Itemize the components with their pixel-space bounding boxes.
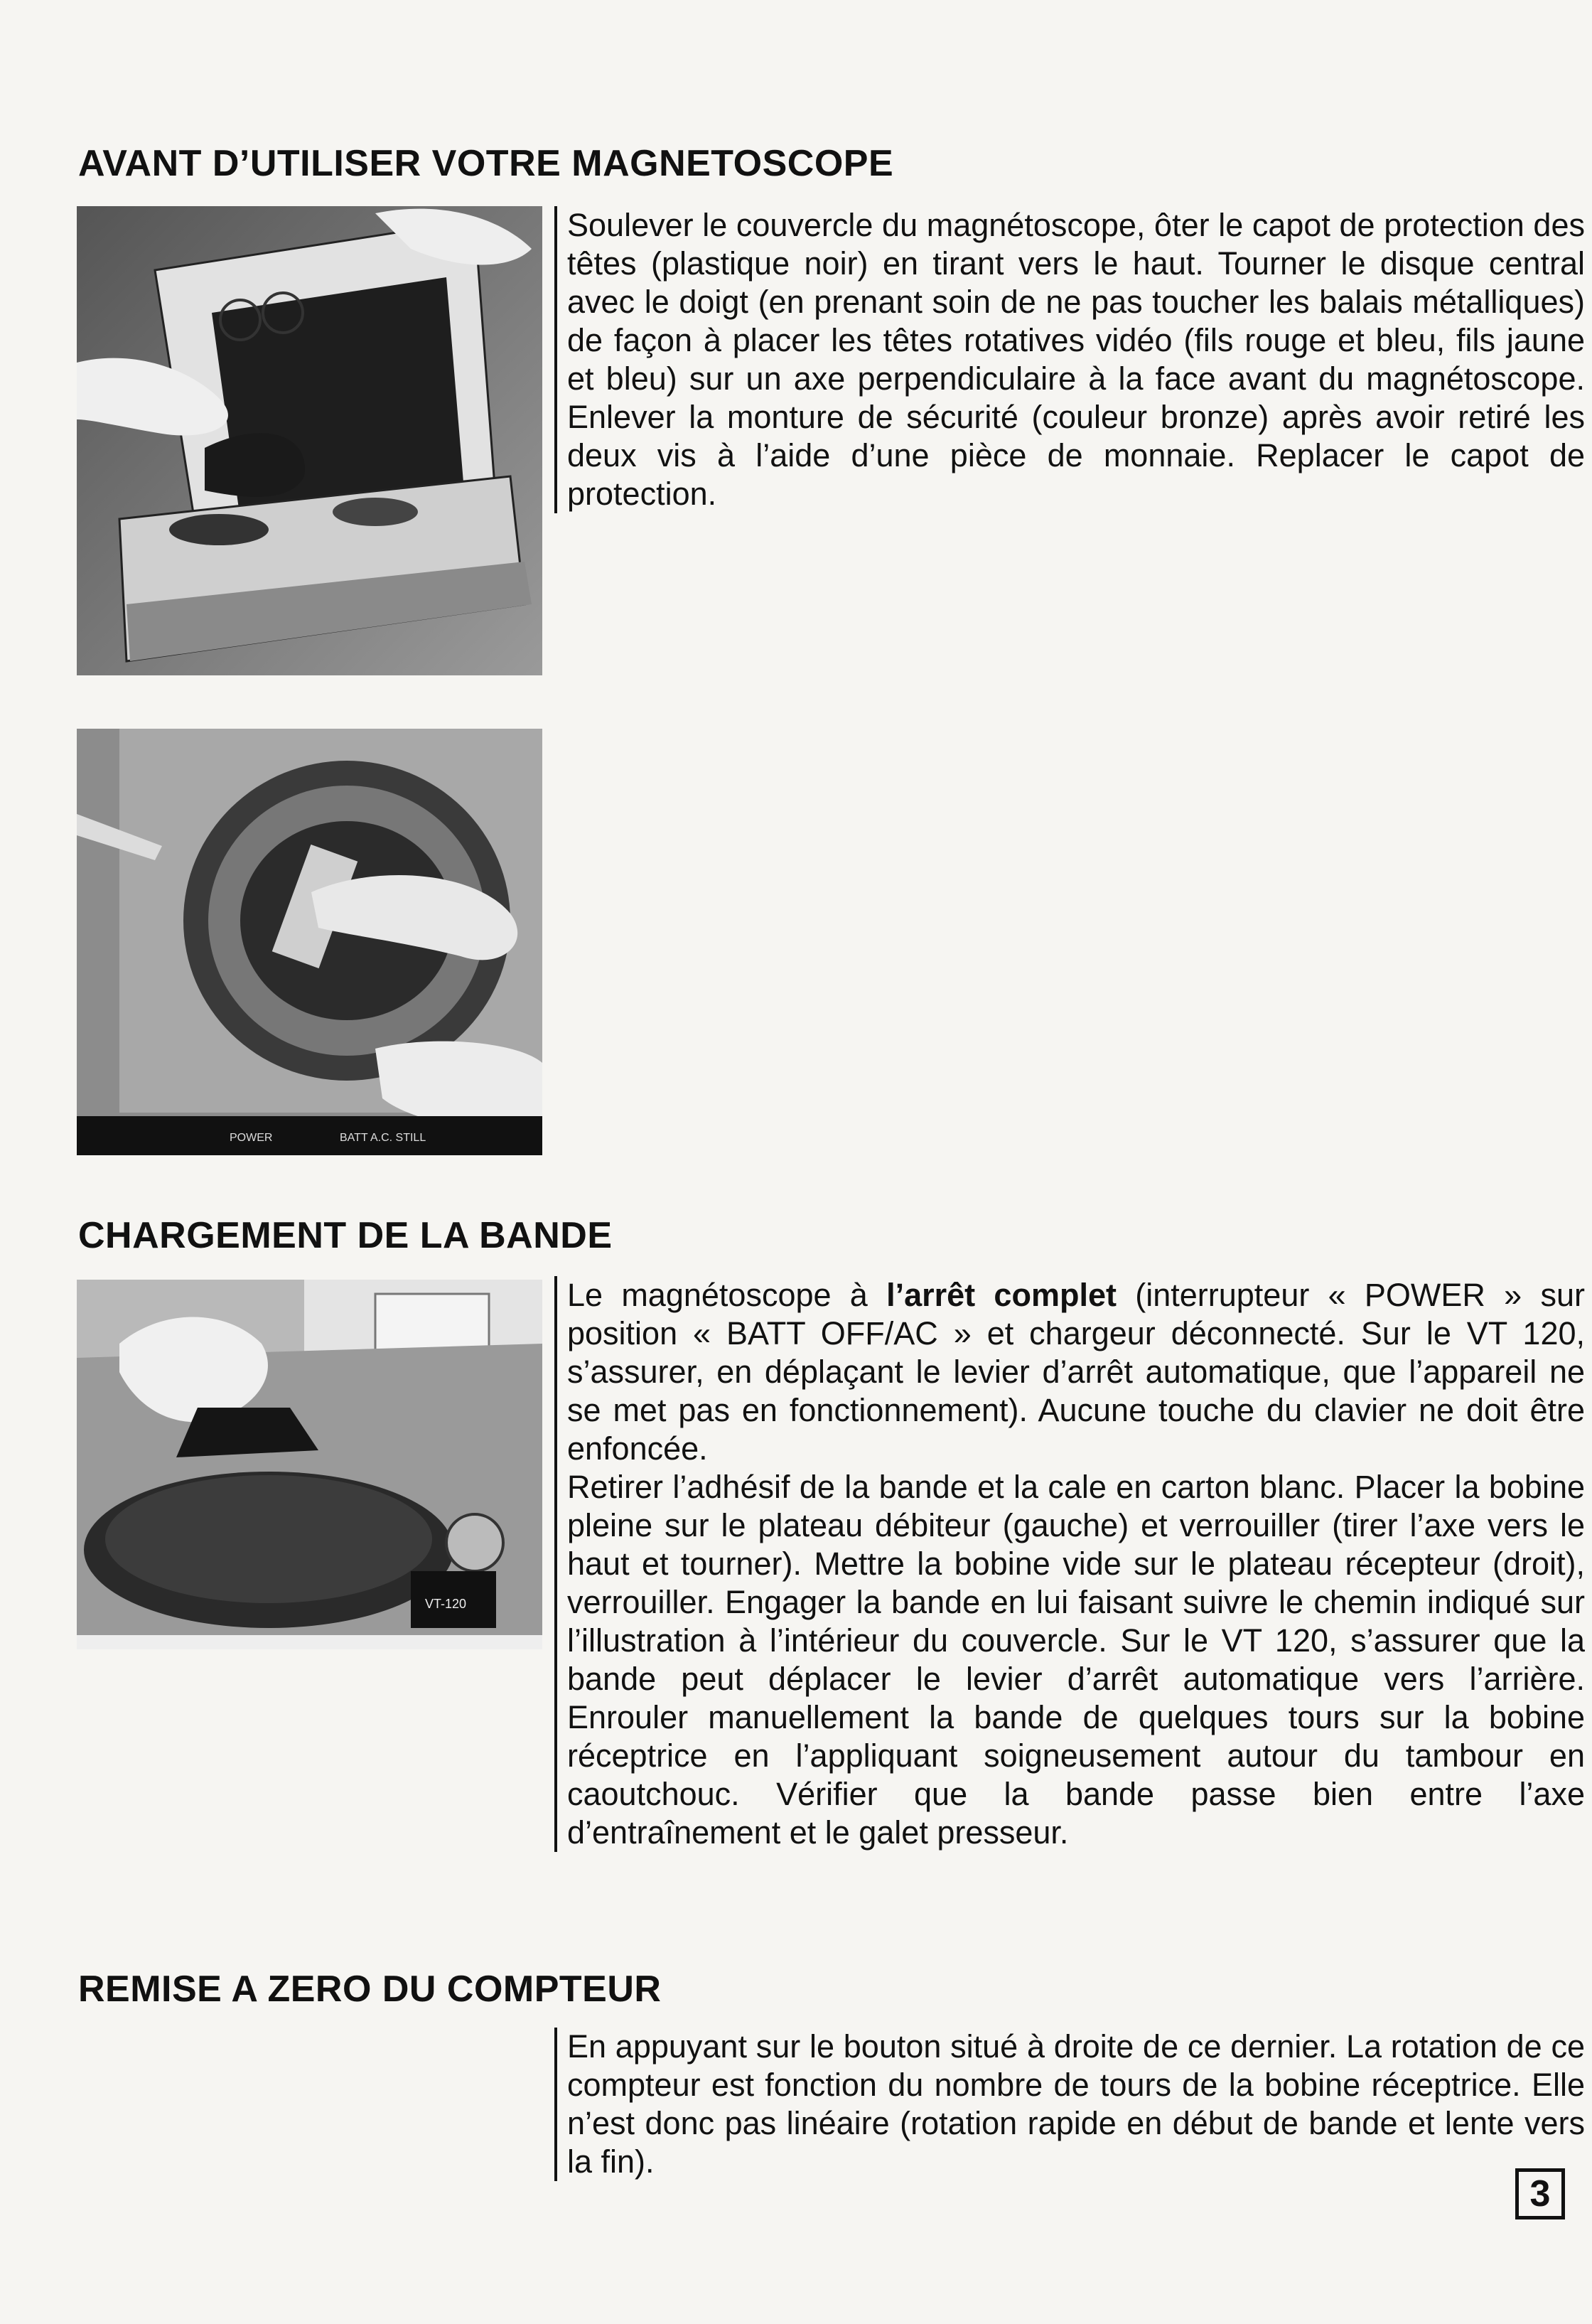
section-heading-chargement: CHARGEMENT DE LA BANDE <box>78 1215 613 1256</box>
paragraph: Soulever le couvercle du magnétoscope, ôter le capot de protection des têtes (plastique noir) en tirant vers le haut. Tourner le disque central avec le doigt (en prenant soin de ne pas toucher les balais métalliques) de façon à placer les têtes rotatives vidéo (fils rouge et bleu, fils jaune et bleu) sur un axe perpendiculaire à la face avant du magnétoscope. Enlever la monture de sécurité (couleur bronze) après avoir retiré les deux vis à l’aide d’une pièce de monnaie. Replacer le capot de protection. <box>567 207 1585 512</box>
label-power: POWER <box>230 1132 273 1144</box>
photo-head-drum <box>77 729 542 1155</box>
text-block-avant <box>554 206 1585 513</box>
paragraph-1-start: Le magnétoscope à <box>567 1277 887 1313</box>
paragraph-1-end: (interrupteur « POWER » sur position « BATT OFF/AC » et chargeur déconnecté. Sur le VT 120, s’assurer, en déplaçant le levier d’arrêt automatique, que l’appareil ne se met pas en fonctionnement). Aucune touche du clavier ne doit être enfoncée. <box>567 1277 1585 1467</box>
text-block-chargement <box>554 1276 1585 1852</box>
label-batt-ac-still: BATT A.C. STILL <box>340 1132 426 1144</box>
page-number: 3 <box>1515 2168 1565 2219</box>
emphasis-arret-complet: l’arrêt complet <box>886 1277 1117 1313</box>
photo-recorder-open-lid <box>77 206 542 675</box>
paragraph-1 <box>567 1276 1585 1468</box>
photo-tape-loading <box>77 1280 542 1649</box>
section-heading-remise-zero: REMISE A ZERO DU COMPTEUR <box>78 1969 662 2010</box>
section-heading-avant: AVANT D’UTILISER VOTRE MAGNETOSCOPE <box>78 143 894 184</box>
text-block-remise-zero <box>554 2028 1585 2181</box>
paragraph-2: Retirer l’adhésif de la bande et la cale en carton blanc. Placer la bobine pleine sur le plateau débiteur (gauche) et verrouiller (tirer l’axe vers le haut et tourner). Mettre la bobine vide sur le plateau récepteur (droit), verrouiller. Engager la bande en lui faisant suivre le chemin indiqué sur l’illustration à l’intérieur du couvercle. Sur le VT 120, s’assurer que la bande peut déplacer le levier d’arrêt automatique vers l’arrière. Enrouler manuellement la bande de quelques tours sur la bobine réceptrice en l’appliquant soigneusement autour du tambour en caoutchouc. Vérifier que la bande passe bien entre l’axe d’entraînement et le galet presseur. <box>567 1469 1585 1851</box>
paragraph: En appuyant sur le bouton situé à droite de ce dernier. La rotation de ce compteur est fonction du nombre de tours de la bobine réceptrice. Elle n’est donc pas linéaire (rotation rapide en début de bande et lente vers la fin). <box>567 2028 1585 2180</box>
label-vt120: VT-120 <box>425 1597 467 1611</box>
